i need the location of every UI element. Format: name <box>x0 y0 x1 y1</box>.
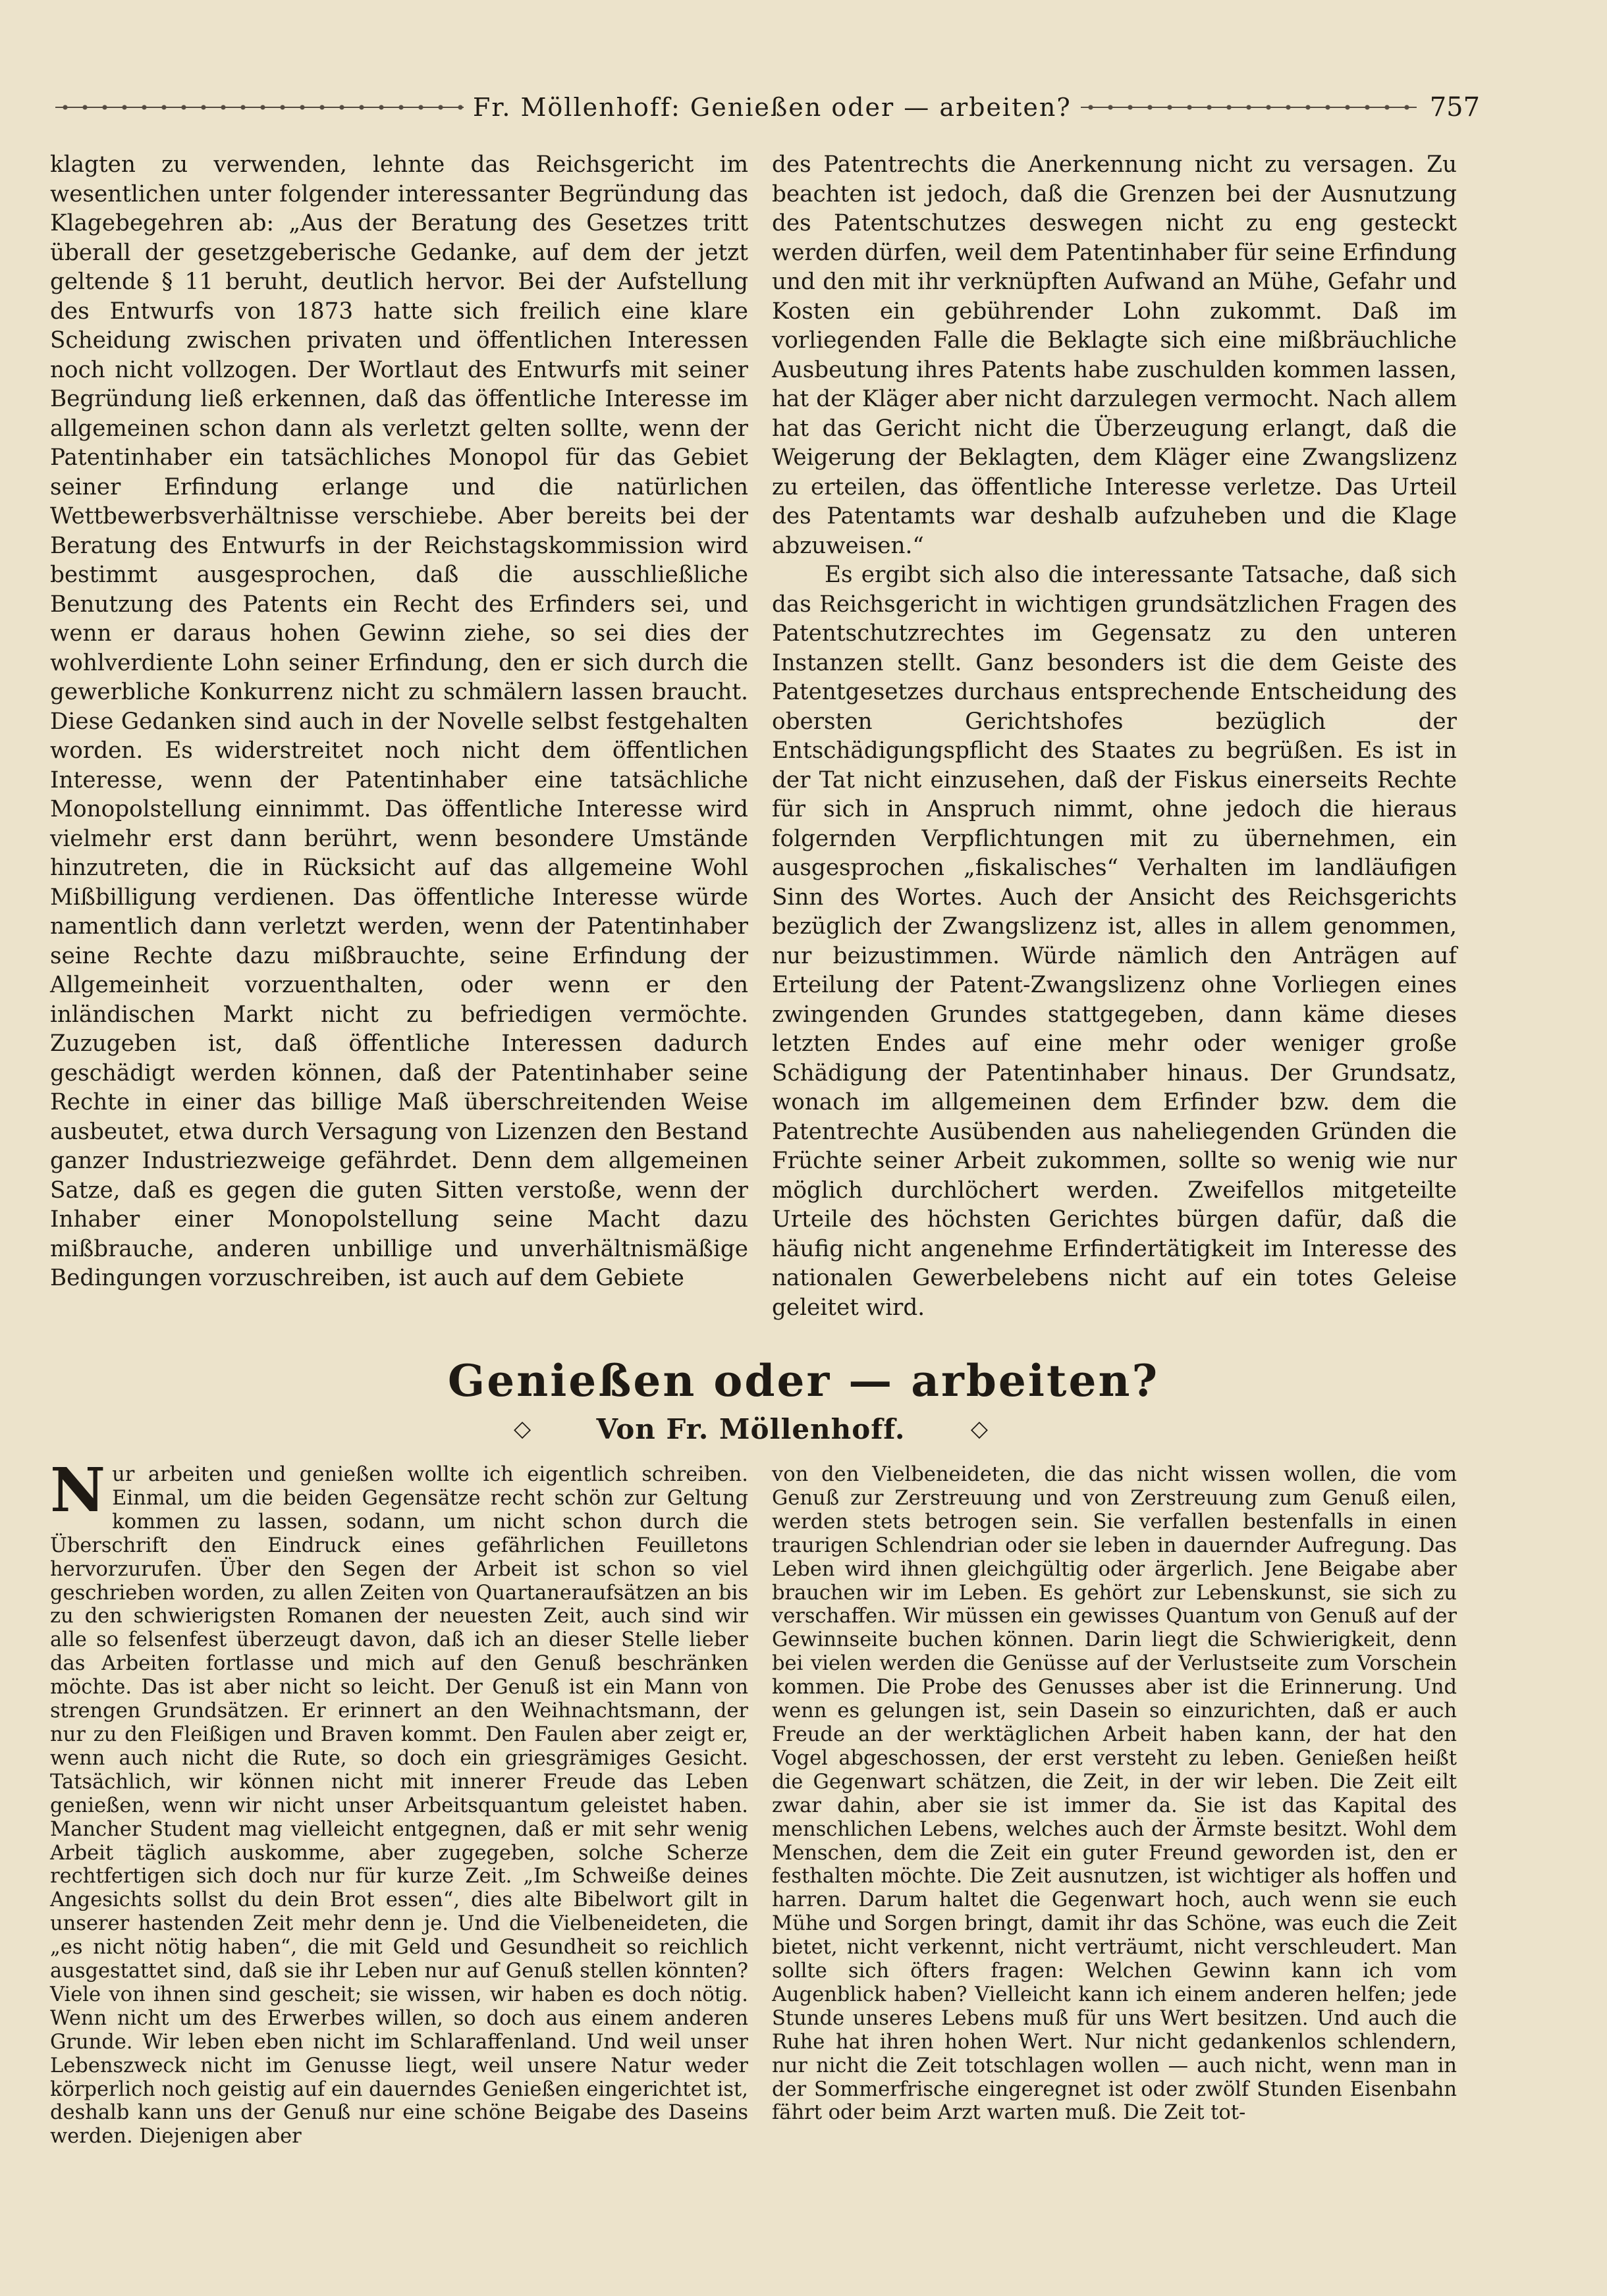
header-ornament-right <box>1081 100 1417 115</box>
article-left-text: ur arbeiten und genießen wollte ich eigentlich schreiben. Einmal, um die beiden Gegensätze recht schön zur Geltung kommen zu lassen, sodann, um nicht schon durch die Überschrift den Eindruck eines gefährlichen Feuilletons hervorzurufen. Über den Segen der Arbeit ist schon so viel geschrieben worden, zu allen Zeiten von Quartaneraufsätzen an bis zu den schwierigsten Romanen der neuesten Zeit, auch sind wir alle so felsenfest überzeugt davon, daß ich an dieser Stelle lieber das Arbeiten fortlasse und mich auf den Genuß beschränken möchte. Das ist aber nicht so leicht. Der Genuß ist ein Mann von strengen Grundsätzen. Er erinnert an den Weihnachtsmann, der nur zu den Fleißigen und Braven kommt. Den Faulen aber zeigt er, wenn auch nicht die Rute, so doch ein griesgrämiges Gesicht. Tatsächlich, wir können nicht mit innerer Freude das Leben genießen, wenn wir nicht unser Arbeitsquantum geleistet haben. Mancher Student mag vielleicht entgegnen, daß er mit sehr wenig Arbeit täglich auskomme, aber zugegeben, solche Scherze rechtfertigen sich doch nur für kurze Zeit. „Im Schweiße deines Angesichts sollst du dein Brot essen“, dies alte Bibelwort gilt in unserer hastenden Zeit mehr denn je. Und die Vielbeneideten, die „es nicht nötig haben“, die mit Geld und Gesundheit so reichlich ausgestattet sind, daß sie ihr Leben nur auf Genuß stellen könnten? Viele von ihnen sind gescheit; sie wissen, wir haben es doch nötig. Wenn nicht um des Erwerbes willen, so doch aus einem anderen Grunde. Wir leben eben nicht im Schlaraffenland. Und weil unser Lebenszweck nicht im Genusse liegt, weil unsere Natur weder körperlich noch geistig auf ein dauerndes Genießen eingerichtet ist, deshalb kann uns der Genuß nur eine schöne Beigabe des Daseins werden. Diejenigen aber <box>50 1463 748 2149</box>
article-title: Genießen oder — arbeiten? <box>447 1355 1160 1406</box>
byline: Von Fr. Möllenhoff. <box>596 1412 906 1445</box>
article-right-text: von den Vielbeneideten, die das nicht wissen wollen, die vom Genuß zur Zerstreuung und von Zerstreuung zum Genuß eilen, werden stets betrogen sein. Sie verfallen bestenfalls in einen traurigen Schlendrian oder sie leben in dauernder Aufregung. Das Leben wird ihnen gleichgültig oder ärgerlich. Jene Beigabe aber brauchen wir im Leben. Es gehört zur Lebenskunst, sie sich zu verschaffen. Wir müssen ein gewisses Quantum von Genuß auf der Gewinnseite buchen können. Darin liegt die Schwierigkeit, denn bei vielen werden die Genüsse auf der Verlustseite zum Vorschein kommen. Die Probe des Genusses aber ist die Erinnerung. Und wenn es gelungen ist, sein Dasein so einzurichten, daß er auch Freude an der werktäglichen Arbeit haben kann, der hat den Vogel abgeschossen, der erst versteht zu leben. Genießen heißt die Gegenwart schätzen, die Zeit, in der wir leben. Die Zeit eilt zwar dahin, aber sie ist immer da. Sie ist das Kapital des menschlichen Lebens, welches auch der Ärmste besitzt. Wohl dem Menschen, dem die Zeit ein guter Freund geworden ist, den er festhalten möchte. Die Zeit ausnutzen, ist wichtiger als hoffen und harren. Darum haltet die Gegenwart hoch, auch wenn sie euch Mühe und Sorgen bringt, damit ihr das Schöne, was euch die Zeit bietet, nicht verkennt, nicht verträumt, nicht verschleudert. Man sollte sich öfters fragen: Welchen Gewinn kann ich vom Augenblick haben? Vielleicht kann ich einem anderen helfen; jede Stunde unseres Lebens muß für uns Wert besitzen. Und auch die Ruhe hat ihren hohen Wert. Nur nicht gedankenlos schlendern, nur nicht die Zeit totschlagen wollen — auch nicht, wenn man in der Sommerfrische eingeregnet ist oder zwölf Stunden Eisenbahn fährt oder beim Arzt warten muß. Die Zeit tot- <box>772 1463 1457 2125</box>
drop-cap: N <box>50 1455 106 1526</box>
top-left-column <box>50 150 748 1293</box>
page-header <box>46 84 1481 130</box>
byline-row <box>514 1412 988 1445</box>
article-left-column <box>50 1455 748 2149</box>
top-left-paragraph: klagten zu verwenden, lehnte das Reichsgericht im wesentlichen unter folgender interessanter Begründung das Klagebegehren ab: „Aus der Beratung des Gesetzes tritt überall der gesetzgeberische Gedanke, auf dem der jetzt geltende § 11 beruht, deutlich hervor. Bei der Aufstellung des Entwurfs von 1873 hatte sich freilich eine klare Scheidung zwischen privaten und öffentlichen Interessen noch nicht vollzogen. Der Wortlaut des Entwurfs mit seiner Begründung ließ erkennen, daß das öffentliche Interesse im allgemeinen schon dann als verletzt gelten sollte, wenn der Patentinhaber ein tatsächliches Monopol für das Gebiet seiner Erfindung erlange und die natürlichen Wettbewerbsverhältnisse verschiebe. Aber bereits bei der Beratung des Entwurfs in der Reichstagskommission wird bestimmt ausgesprochen, daß die ausschließliche Benutzung des Patents ein Recht des Erfinders sei, und wenn er daraus hohen Gewinn ziehe, so sei dies der wohlverdiente Lohn seiner Erfindung, den er sich durch die gewerbliche Konkurrenz nicht zu schmälern lassen braucht. Diese Gedanken sind auch in der Novelle selbst festgehalten worden. Es widerstreitet noch nicht dem öffentlichen Interesse, wenn der Patentinhaber eine tatsächliche Monopolstellung einnimmt. Das öffentliche Interesse wird vielmehr erst dann berührt, wenn besondere Umstände hinzutreten, die in Rücksicht auf das allgemeine Wohl Mißbilligung verdienen. Das öffentliche Interesse würde namentlich dann verletzt werden, wenn der Patentinhaber seine Rechte dazu mißbrauchte, seine Erfindung der Allgemeinheit vorzuenthalten, oder wenn er den inländischen Markt nicht zu befriedigen vermöchte. Zuzugeben ist, daß öffentliche Interessen dadurch geschädigt werden können, daß der Patentinhaber seine Rechte in einer das billige Maß überschreitenden Weise ausbeutet, etwa durch Versagung von Lizenzen den Bestand ganzer Industriezweige gefährdet. Denn dem allgemeinen Satze, daß es gegen die guten Sitten verstoße, wenn der Inhaber einer Monopolstellung seine Macht dazu mißbrauche, anderen unbillige und unverhältnismäßige Bedingungen vorzuschreiben, ist auch auf dem Gebiete <box>50 151 748 1291</box>
running-head: Fr. Möllenhoff: Genießen oder — arbeiten? <box>473 93 1072 122</box>
top-right-paragraph-1: des Patentrechts die Anerkennung nicht zu versagen. Zu beachten ist jedoch, daß die Grenzen bei der Ausnutzung des Patentschutzes deswegen nicht zu eng gesteckt werden dürfen, weil dem Patentinhaber für seine Erfindung und den mit ihr verknüpften Aufwand an Mühe, Gefahr und Kosten ein gebührender Lohn zukommt. Daß im vorliegenden Falle die Beklagte sich eine mißbräuchliche Ausbeutung ihres Patents habe zuschulden kommen lassen, hat der Kläger aber nicht darzulegen vermocht. Nach allem hat das Gericht nicht die Überzeugung erlangt, daß die Weigerung der Beklagten, dem Kläger eine Zwangslizenz zu erteilen, das öffentliche Interesse verletze. Das Urteil des Patentamts war deshalb aufzuheben und die Klage abzuweisen.“ <box>772 151 1457 559</box>
article-right-column <box>772 1463 1457 2125</box>
diamond-ornament-icon: ◇ <box>970 1416 988 1442</box>
header-ornament-left <box>55 100 464 115</box>
top-right-column <box>772 150 1457 1322</box>
diamond-ornament-icon: ◇ <box>514 1416 531 1442</box>
top-right-paragraph-2: Es ergibt sich also die interessante Tatsache, daß sich das Reichsgericht in wichtigen grundsätzlichen Fragen des Patentschutzrechtes im Gegensatz zu den unteren Instanzen stellt. Ganz besonders ist die dem Geiste des Patentgesetzes durchaus entsprechende Entscheidung des obersten Gerichtshofes bezüglich der Entschädigungspflicht des Staates zu begrüßen. Es ist in der Tat nicht einzusehen, daß der Fiskus einerseits Rechte für sich in Anspruch nimmt, ohne jedoch die hieraus folgernden Verpflichtungen mit zu übernehmen, ein ausgesprochen „fiskalisches“ Verhalten im landläufigen Sinn des Wortes. Auch der Ansicht des Reichsgerichts bezüglich der Zwangslizenz ist, alles in allem genommen, nur beizustimmen. Würde nämlich den Anträgen auf Erteilung der Patent-Zwangslizenz ohne Vorliegen eines zwingenden Grundes stattgegeben, dann käme dieses letzten Endes auf eine mehr oder weniger große Schädigung der Patentinhaber hinaus. Der Grundsatz, wonach im allgemeinen dem Erfinder bzw. dem die Patentrechte Ausübenden aus naheliegenden Gründen die Früchte seiner Arbeit zukommen, sollte so wenig wie nur möglich durchlöchert werden. Zweifellos mitgeteilte Urteile des höchsten Gerichtes bürgen dafür, daß die häufig nicht angenehme Erfindertätigkeit im Interesse des nationalen Gewerbelebens nicht auf ein totes Geleise geleitet wird. <box>772 562 1457 1321</box>
page-number: 757 <box>1429 92 1481 122</box>
